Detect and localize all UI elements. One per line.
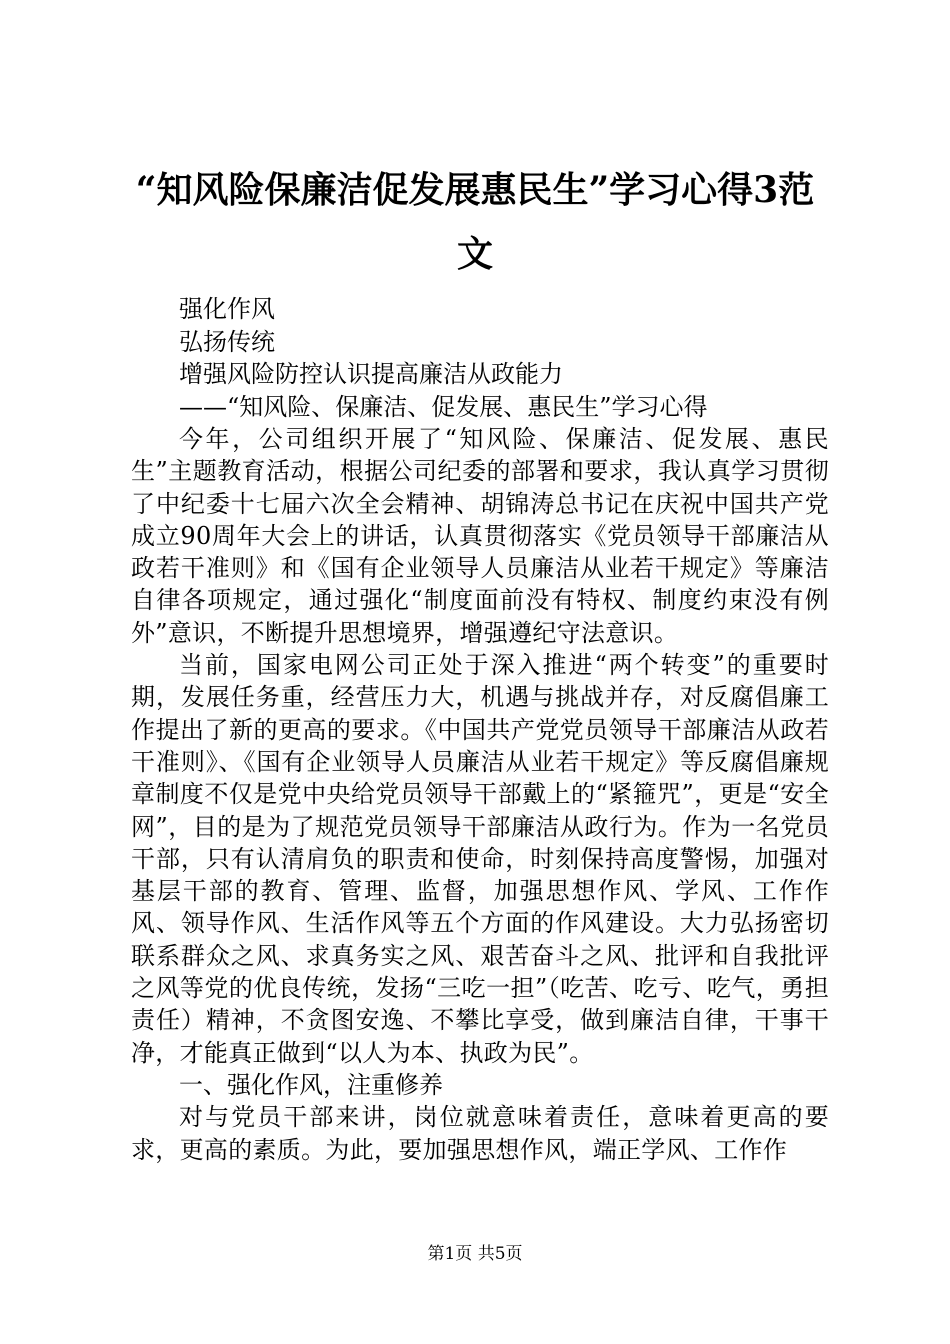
heading-line-2: 弘扬传统 [179,327,275,356]
paragraph-1: 今年，公司组织开展了“知风险、保廉洁、促发展、惠民生”主题教育活动，根据公司纪委的部署和要求，我认真学习贯彻了中纪委十七届六次全会精神、胡锦涛总书记在庆祝中国共产党成立90周年大会上的讲话，认真贯彻落实《党员领导干部廉洁从政若干准则》和《国有企业领导人员廉洁从业若干规定》等廉洁自律各项规定，通过强化“制度面前没有特权、制度约束没有例外”意识，不断提升思想境界，增强遵纪守法意识。 [131,425,829,647]
section-paragraph: 对与党员干部来讲，岗位就意味着责任，意味着更高的要求，更高的素质。为此，要加强思想作风，端正学风、工作作 [131,1103,829,1164]
paragraph-2: 当前，国家电网公司正处于深入推进“两个转变”的重要时期，发展任务重，经营压力大，机遇与挑战并存，对反腐倡廉工作提出了新的更高的要求。《中国共产党党员领导干部廉洁从政若干准则》、《国有企业领导人员廉洁从业若干规定》等反腐倡廉规章制度不仅是党中央给党员领导干部戴上的“紧箍咒”，更是“安全网”，目的是为了规范党员领导干部廉洁从政行为。作为一名党员干部，只有认清肩负的职责和使命，时刻保持高度警惕，加强对基层干部的教育、管理、监督，加强思想作风、学风、工作作风、领导作风、生活作风等五个方面的作风建设。大力弘扬密切联系群众之风、求真务实之风、艰苦奋斗之风、批评和自我批评之风等党的优良传统，发扬“三吃一担”（吃苦、吃亏、吃气，勇担责任）精神，不贪图安逸、不攀比享受，做到廉洁自律，干事干净，才能真正做到“以人为本、执政为民”。 [131,651,829,1067]
heading-line-4: ——“知风险、保廉洁、促发展、惠民生”学习心得 [179,392,708,421]
heading-line-1: 强化作风 [179,295,275,323]
document-title: “知风险保廉洁促发展惠民生”学习心得3范文 [135,169,815,275]
heading-line-3: 增强风险防控认识提高廉洁从政能力 [179,360,563,388]
section-heading: 一、强化作风，注重修养 [179,1070,443,1099]
document-body [131,293,829,1166]
page-number-footer: 第1页 共5页 [427,1244,523,1264]
